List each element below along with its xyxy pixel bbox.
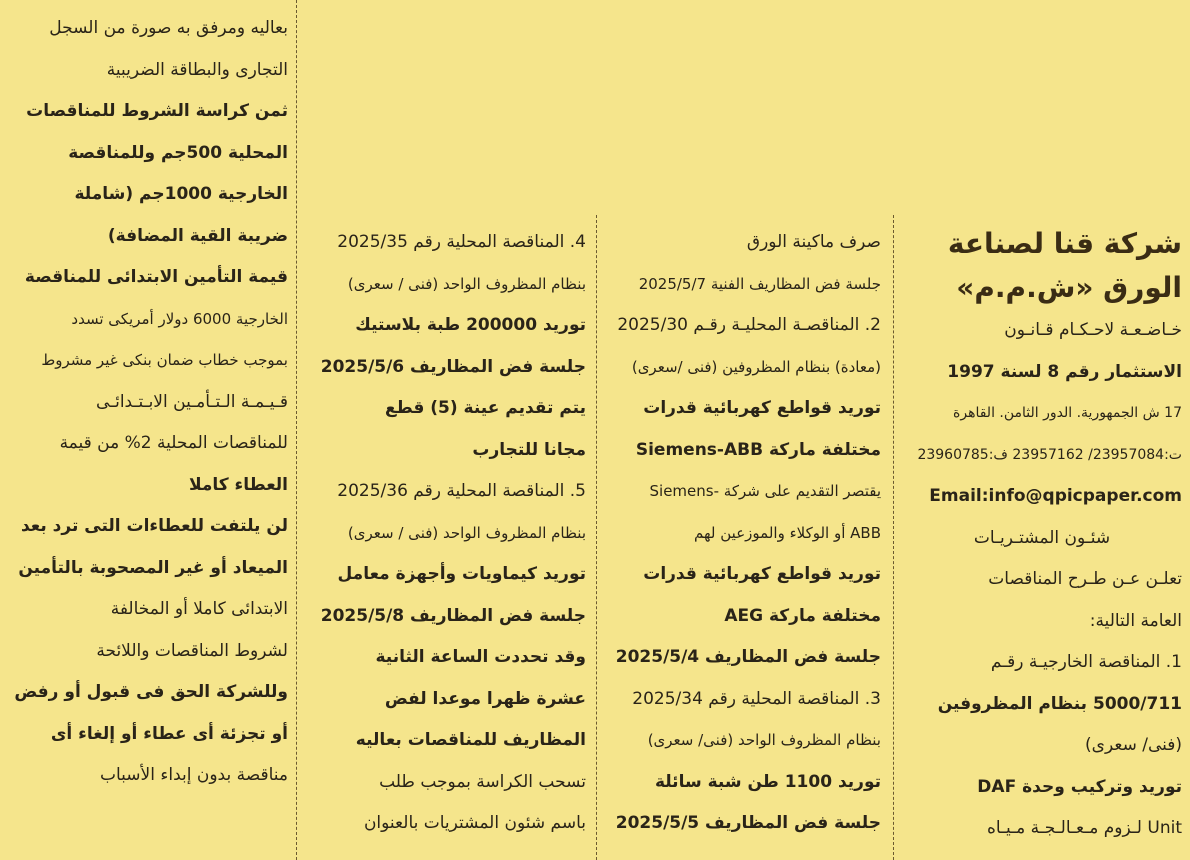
text-line: يقتصر التقديم على شركة -Siemens <box>649 482 881 500</box>
column-terms <box>8 8 288 797</box>
text-line: العطاء كاملا <box>188 474 288 495</box>
text-line: 4. المناقصة المحلية رقم 2025/35 <box>337 232 586 252</box>
text-line: مختلفة ماركة AEG <box>724 605 881 626</box>
text-line: قـيـمـة الـتـأمـين الابـتـدائـى <box>95 391 288 412</box>
text-line: أو تجزئة أى عطاء أو إلغاء أى <box>50 723 288 744</box>
text-line: شركة قنا لصناعة <box>947 227 1182 260</box>
text-line: باسم شئون المشتريات بالعنوان <box>363 813 586 833</box>
text-line: بعاليه ومرفق به صورة من السجل <box>49 18 288 38</box>
text-line: توريد قواطع كهربائية قدرات <box>643 564 881 584</box>
text-line: (معادة) بنظام المظروفين (فنى /سعرى) <box>631 357 881 376</box>
text-line: جلسة فض المظاريف 2025/5/6 <box>320 356 586 377</box>
text-line: صرف ماكينة الورق <box>746 232 881 252</box>
text-line: التجارى والبطاقة الضريبية <box>106 59 288 80</box>
text-line: تعلـن عـن طـرح المناقصات <box>988 569 1182 589</box>
text-line: جلسة فض المظاريف الفنية 2025/5/7 <box>638 274 881 293</box>
column-tenders-4-5 <box>306 222 586 845</box>
text-line: جلسة فض المظاريف 2025/5/5 <box>615 813 881 833</box>
text-line: توريد كيماويات وأجهزة معامل <box>337 564 586 584</box>
text-line: وللشركة الحق فى قبول أو رفض <box>14 682 288 702</box>
column-divider <box>596 215 597 860</box>
text-line: لن يلتفت للعطاءات التى ترد بعد <box>20 516 288 536</box>
text-line: الخارجية 1000جم (شاملة <box>74 184 288 204</box>
text-line: 17 ش الجمهورية. الدور الثامن. القاهرة <box>953 405 1182 421</box>
text-line: ت:23957084/ 23957162 ف:23960785 <box>917 446 1182 463</box>
text-line: بنظام المظروف الواحد (فنى / سعرى) <box>347 523 586 542</box>
text-line: للمناقصات المحلية 2% من قيمة <box>59 433 288 453</box>
text-line: الابتدائى كاملا أو المخالفة <box>110 599 288 619</box>
text-line: شئـون المشتـريـات <box>973 527 1111 548</box>
text-line: 3. المناقصة المحلية رقم 2025/34 <box>632 688 881 709</box>
text-line: ضريبة القية المضافة) <box>107 225 288 246</box>
text-line: عشرة ظهرا موعدا لفض <box>384 688 586 709</box>
text-line: تسحب الكراسة بموجب طلب <box>379 771 586 792</box>
text-line: توريد وتركيب وحدة DAF <box>977 776 1182 797</box>
text-line: الاستثمار رقم 8 لسنة 1997 <box>947 361 1182 382</box>
text-line: الخارجية 6000 دولار أمريكى تسدد <box>71 309 288 328</box>
column-divider <box>296 0 297 860</box>
text-line: الورق «ش.م.م» <box>956 271 1182 304</box>
text-line: مجانا للتجارب <box>472 439 586 460</box>
text-line: المظاريف للمناقصات بعاليه <box>355 730 586 750</box>
text-line: المحلية 500جم وللمناقصة <box>68 142 288 163</box>
text-line: الميعاد أو غير المصحوبة بالتأمين <box>18 557 288 578</box>
text-line: جلسة فض المظاريف 2025/5/4 <box>615 647 881 667</box>
text-line: (فنى/ سعرى) <box>1085 735 1182 755</box>
text-line: بنظام المظروف الواحد (فنى / سعرى) <box>347 274 586 293</box>
text-line: قيمة التأمين الابتدائى للمناقصة <box>24 267 288 287</box>
text-line: 5000/711 بنظام المظروفين <box>937 693 1182 714</box>
text-line: 1. المناقصة الخارجيـة رقـم <box>990 652 1182 672</box>
column-company-header <box>902 222 1182 850</box>
column-tenders-2-3 <box>605 222 881 845</box>
text-line: مناقصة بدون إبداء الأسباب <box>99 765 288 785</box>
text-line: توريد 200000 طبة بلاستيك <box>355 315 586 335</box>
text-line: وقد تحددت الساعة الثانية <box>375 647 586 667</box>
text-line: جلسة فض المظاريف 2025/5/8 <box>320 605 586 626</box>
text-line: Unit لـزوم مـعـالـجـة مـيـاه <box>986 818 1182 838</box>
text-line: 2. المناقصـة المحليـة رقـم 2025/30 <box>617 315 881 335</box>
text-line: 5. المناقصة المحلية رقم 2025/36 <box>337 481 586 501</box>
text-line: لشروط المناقصات واللائحة <box>96 640 288 661</box>
text-line: توريد قواطع كهربائية قدرات <box>643 398 881 418</box>
text-line: خـاضـعـة لاحـكـام قـانـون <box>1004 320 1182 340</box>
text-line: يتم تقديم عينة (5) قطع <box>385 398 586 418</box>
text-line: مختلفة ماركة Siemens-ABB <box>635 439 881 460</box>
text-line: ABB أو الوكلاء والموزعين لهم <box>694 523 881 542</box>
text-line: ثمن كراسة الشروط للمناقصات <box>26 101 288 121</box>
text-line: Email:info@qpicpaper.com <box>929 486 1182 506</box>
text-line: توريد 1100 طن شبة سائلة <box>654 771 881 792</box>
column-divider <box>893 215 894 860</box>
text-line: بموجب خطاب ضمان بنكى غير مشروط <box>41 351 288 369</box>
text-line: العامة التالية: <box>1089 610 1182 631</box>
text-line: بنظام المظروف الواحد (فنى/ سعرى) <box>647 731 881 749</box>
